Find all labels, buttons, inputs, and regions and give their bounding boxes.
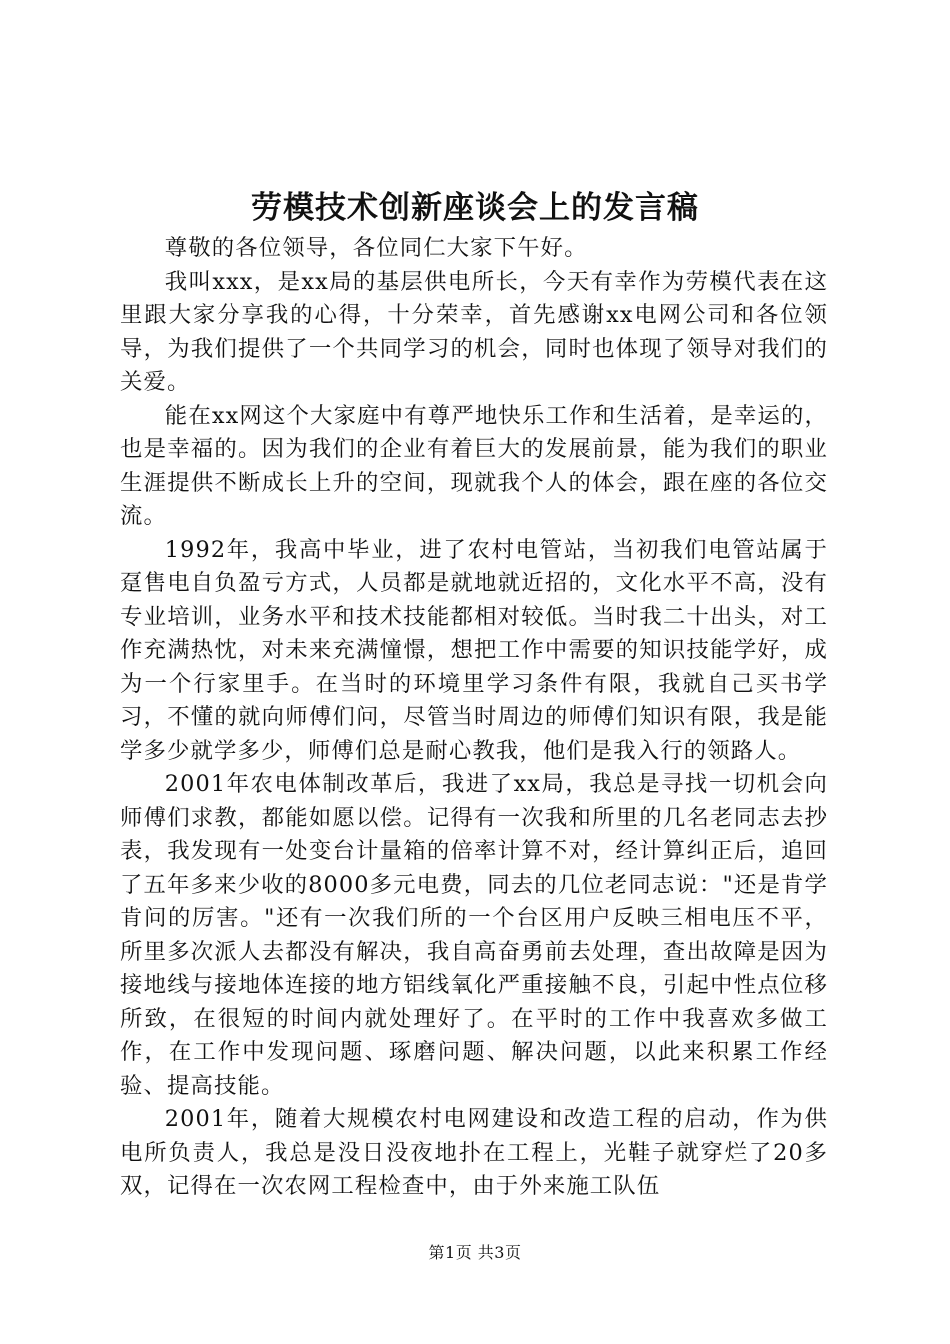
document-title: 劳模技术创新座谈会上的发言稿 — [251, 190, 699, 226]
paragraph-gratitude: 能在xx网这个大家庭中有尊严地快乐工作和生活着，是幸运的，也是幸福的。因为我们的企业有着巨大的发展前景，能为我们的职业生涯提供不断成长上升的空间，现就我个人的体会，跟在座的各位交流。 — [120, 402, 828, 529]
paragraph-greeting: 尊敬的各位领导，各位同仁大家下午好。 — [164, 235, 588, 261]
paragraph-2001-reform: 2001年农电体制改革后，我进了xx局，我总是寻找一切机会向师傅们求教，都能如愿以偿。记得有一次我和所里的几名老同志去抄表，我发现有一处变台计量箱的倍率计算不对，经计算纠正后，追回了五年多来少收的8000多元电费，同去的几位老同志说："还是肯学肯问的厉害。"还有一次我们所的一个台区用户反映三相电压不平，所里多次派人去都没有解决，我自高奋勇前去处理，查出故障是因为接地线与接地体连接的地方铝线氧化严重接触不良，引起中性点位移所致，在很短的时间内就处理好了。在平时的工作中我喜欢多做工作，在工作中发现问题、琢磨问题、解决问题，以此来积累工作经验、提高技能。 — [120, 771, 828, 1099]
paragraph-2001-construction: 2001年，随着大规模农村电网建设和改造工程的启动，作为供电所负责人，我总是没日没夜地扑在工程上，光鞋子就穿烂了20多双，记得在一次农网工程检查中，由于外来施工队伍 — [120, 1106, 828, 1199]
document-body — [120, 232, 828, 1204]
paragraph-introduction: 我叫xxx，是xx局的基层供电所长，今天有幸作为劳模代表在这里跟大家分享我的心得，十分荣幸，首先感谢xx电网公司和各位领导，为我们提供了一个共同学习的机会，同时也体现了领导对我们的关爱。 — [120, 268, 828, 395]
paragraph-1992: 1992年，我高中毕业，进了农村电管站，当初我们电管站属于趸售电自负盈亏方式，人员都是就地就近招的，文化水平不高，没有专业培训，业务水平和技术技能都相对较低。当时我二十出头，对工作充满热忱，对未来充满憧憬，想把工作中需要的知识技能学好，成为一个行家里手。在当时的环境里学习条件有限，我就自己买书学习，不懂的就向师傅们问，尽管当时周边的师傅们知识有限，我是能学多少就学多少，师傅们总是耐心教我，他们是我入行的领路人。 — [120, 536, 828, 764]
page-number: 第1页 共3页 — [428, 1243, 522, 1262]
